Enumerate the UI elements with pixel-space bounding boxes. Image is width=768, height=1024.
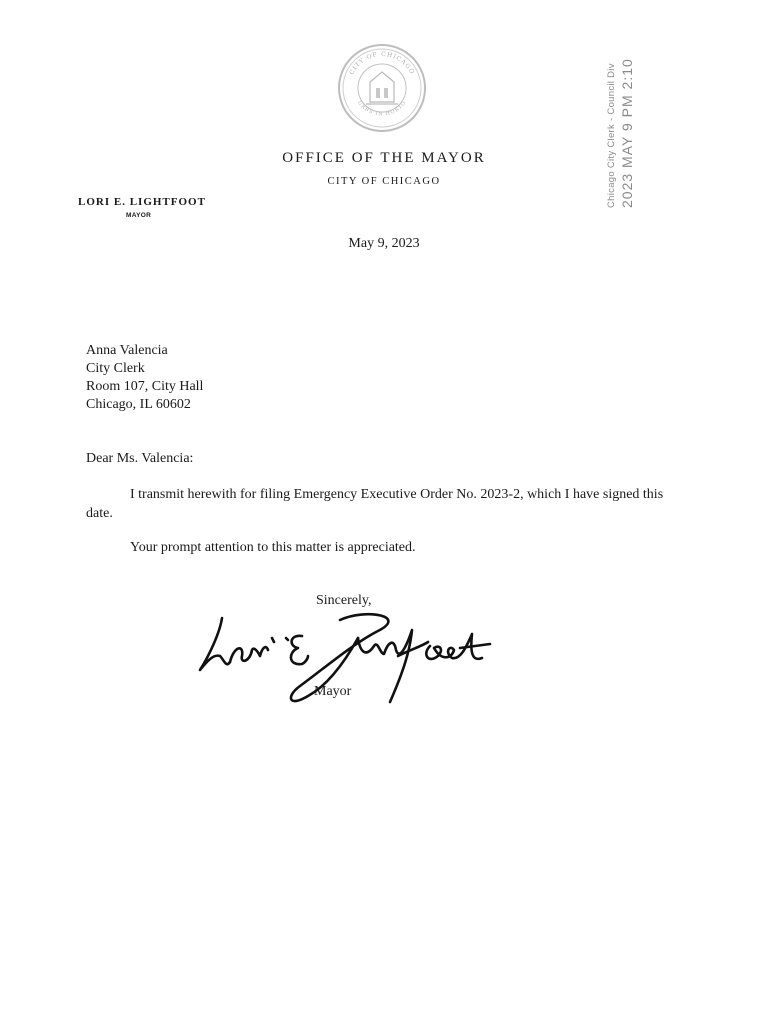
letter-date: May 9, 2023 bbox=[348, 236, 420, 251]
office-title: OFFICE OF THE MAYOR bbox=[282, 150, 486, 166]
salutation: Dear Ms. Valencia: bbox=[86, 451, 194, 466]
recipient-address-line1: Room 107, City Hall bbox=[86, 379, 204, 394]
city-seal bbox=[336, 42, 428, 134]
recipient-address-line2: Chicago, IL 60602 bbox=[86, 397, 191, 412]
mayor-title: MAYOR bbox=[126, 212, 152, 219]
received-stamp bbox=[606, 58, 666, 208]
body-paragraph-2: Your prompt attention to this matter is appreciated. bbox=[130, 540, 416, 555]
city-name: CITY OF CHICAGO bbox=[327, 176, 441, 187]
valediction: Sincerely, bbox=[316, 593, 372, 608]
recipient-name: Anna Valencia bbox=[86, 343, 168, 358]
recipient-title: City Clerk bbox=[86, 361, 145, 376]
body-paragraph-1 bbox=[86, 485, 686, 523]
body-paragraph-1-text: I transmit herewith for filing Emergency Executive Order No. 2023-2, which I have signed this date. bbox=[86, 487, 664, 521]
mayor-name: LORI E. LIGHTFOOT bbox=[78, 196, 206, 208]
seal-text-bottom: URBS IN HORTO bbox=[356, 99, 408, 118]
stamp-clerk-line: Chicago City Clerk - Council Div bbox=[606, 63, 617, 208]
seal-text-top: CITY OF CHICAGO bbox=[348, 50, 416, 76]
signer-title: Mayor bbox=[314, 684, 352, 699]
stamp-date-line: 2023 MAY 9 PM 2:10 bbox=[619, 58, 635, 208]
